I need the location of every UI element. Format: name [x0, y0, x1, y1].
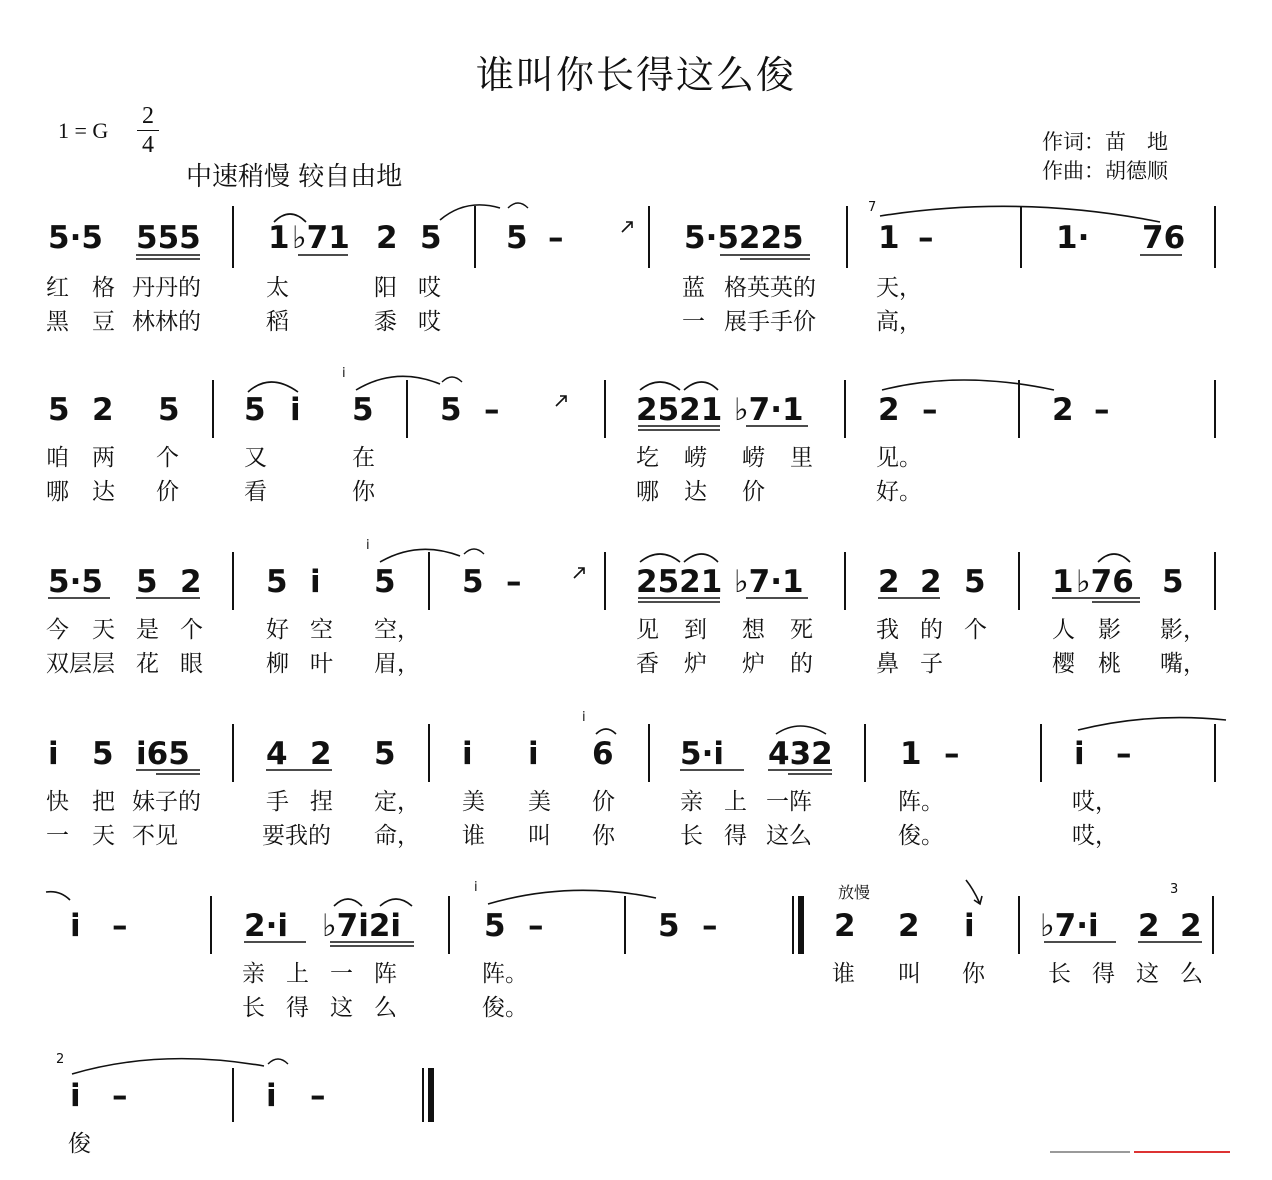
note: 76 [1142, 220, 1186, 256]
lyric: 今 [46, 617, 69, 643]
lyric: 捏 [310, 789, 333, 815]
note: i [70, 1078, 81, 1114]
lyric: 好。 [876, 479, 922, 505]
lyric: 樱 [1052, 651, 1075, 677]
lyric: 天 [92, 823, 115, 849]
lyric: 见。 [876, 445, 922, 471]
lyric: 哎 [418, 275, 441, 301]
dash: – [922, 392, 938, 428]
lyric: 我 [876, 617, 899, 643]
note: 5·i [680, 736, 724, 772]
lyric: 亲 [680, 789, 703, 815]
grace-note: 2 [56, 1052, 65, 1067]
lyric: 空， [374, 617, 420, 643]
lyric: 黍 [374, 309, 397, 335]
lyric: 两 [92, 445, 115, 471]
lyric: 炉 [742, 651, 765, 677]
note: 5 [964, 564, 986, 600]
lyric: 一 [330, 961, 353, 987]
note: 6 [592, 736, 614, 772]
note: 1 [878, 220, 900, 256]
lyric: 你 [962, 961, 985, 987]
note: 2 [878, 564, 900, 600]
lyric: 豆 [92, 309, 115, 335]
dash: – [1094, 392, 1110, 428]
note: 5 [440, 392, 462, 428]
note: i [70, 908, 81, 944]
note: ♭7i2i [322, 908, 402, 944]
lyric: 长 [680, 823, 703, 849]
note: 4 [266, 736, 288, 772]
note: 5 [1162, 564, 1184, 600]
time-signature-bottom: 4 [142, 132, 154, 158]
lyric: 这 [1136, 961, 1159, 987]
lyric: 高， [876, 309, 922, 335]
grace-note: i [582, 710, 586, 725]
lyric: 天 [92, 617, 115, 643]
lyric: 林林的 [132, 309, 201, 335]
lyric: 哪 [636, 479, 659, 505]
lyric: 咱 [46, 445, 69, 471]
note: 2 [920, 564, 942, 600]
note: 5·5 [48, 564, 103, 600]
note: 5 [48, 392, 70, 428]
lyric: 阵。 [482, 961, 528, 987]
lyric: 到 [684, 617, 707, 643]
lyric: 影 [1098, 617, 1121, 643]
lyric: 个 [156, 445, 179, 471]
grace-note: 7 [868, 200, 877, 215]
lyric: 丹丹的 [132, 275, 201, 301]
grace-note: i [474, 880, 478, 895]
lyric: 香 [636, 651, 659, 677]
lyric: 长 [242, 995, 265, 1021]
note: 5 [658, 908, 680, 944]
note: 5 [136, 564, 158, 600]
lyric: 格英英的 [724, 275, 816, 301]
note: 2 [898, 908, 920, 944]
lyric: 稻 [266, 309, 289, 335]
note: 2521 [636, 392, 723, 428]
note: i [1074, 736, 1085, 772]
note: 555 [136, 220, 201, 256]
dash: – [1116, 736, 1132, 772]
lyric: 里 [790, 445, 813, 471]
lyric: 又 [244, 445, 267, 471]
note: 2 [376, 220, 398, 256]
time-signature-top: 2 [142, 103, 154, 129]
note: 5 [462, 564, 484, 600]
lyric: 手 [266, 789, 289, 815]
lyric: 眉， [374, 651, 420, 677]
dash: – [702, 908, 718, 944]
note: 432 [768, 736, 833, 772]
note: i [964, 908, 975, 944]
dash: – [918, 220, 934, 256]
lyric: 谁 [462, 823, 485, 849]
note: 5 [374, 564, 396, 600]
lyric: 美 [462, 789, 485, 815]
lyric: 价 [592, 789, 615, 815]
grace-note: i [342, 366, 346, 381]
lyric: 死 [790, 617, 813, 643]
note: ♭76 [1076, 564, 1134, 600]
lyric: 亲 [242, 961, 265, 987]
lyric: 你 [592, 823, 615, 849]
lyric: 俊。 [482, 995, 528, 1021]
note: 2 [834, 908, 856, 944]
lyric: 影， [1160, 617, 1206, 643]
note: i [310, 564, 321, 600]
note: i [528, 736, 539, 772]
note: 2 [1052, 392, 1074, 428]
lyric: 崂 [742, 445, 765, 471]
note: i [462, 736, 473, 772]
lyric: 叫 [528, 823, 551, 849]
lyric: 价 [742, 479, 765, 505]
watermark-line [1050, 1149, 1230, 1155]
lyric: 哎， [1072, 823, 1118, 849]
note: ♭71 [292, 220, 350, 256]
lyric: 达 [684, 479, 707, 505]
song-title: 谁叫你长得这么俊 [475, 53, 796, 97]
lyric: 个 [180, 617, 203, 643]
note: 1 [268, 220, 290, 256]
note: 5 [92, 736, 114, 772]
lyric: 好 [266, 617, 289, 643]
lyric: 格 [92, 275, 115, 301]
note: 2 [1138, 908, 1160, 944]
note: 5 [266, 564, 288, 600]
lyric: 的 [790, 651, 813, 677]
key-signature: 1 = G [58, 118, 109, 143]
lyric: 见 [636, 617, 659, 643]
note: 5 [352, 392, 374, 428]
dash: – [484, 392, 500, 428]
lyric: 炉 [684, 651, 707, 677]
lyric: 得 [1092, 961, 1115, 987]
note: 5 [244, 392, 266, 428]
lyric: 嘴， [1160, 651, 1206, 677]
lyric: 看 [244, 479, 267, 505]
note: 5 [506, 220, 528, 256]
lyric: 哎， [1072, 789, 1118, 815]
lyric: 圪 [636, 445, 659, 471]
lyric: 在 [352, 445, 375, 471]
note: ♭7·1 [734, 564, 804, 600]
lyric: 不见 [132, 823, 178, 849]
note: 2 [878, 392, 900, 428]
lyric: 命， [374, 823, 420, 849]
lyric: 桃 [1098, 651, 1121, 677]
lyric: 柳 [266, 651, 289, 677]
lyric: 上 [286, 961, 309, 987]
composer-credit: 作曲：胡德顺 [1042, 159, 1168, 183]
lyric: 俊 [68, 1131, 91, 1157]
lyric: 价 [156, 479, 179, 505]
lyric: 空 [310, 617, 333, 643]
lyric: 达 [92, 479, 115, 505]
dash: – [548, 220, 564, 256]
lyric: 美 [528, 789, 551, 815]
lyric: 长 [1048, 961, 1071, 987]
note: i [48, 736, 59, 772]
lyric: 把 [92, 789, 115, 815]
note: 5 [484, 908, 506, 944]
lyric: 俊。 [898, 823, 944, 849]
lyric: 想 [742, 617, 765, 643]
lyric: 太 [266, 275, 289, 301]
note: 2 [1180, 908, 1202, 944]
lyric: 阳 [374, 275, 397, 301]
grace-note: i [366, 538, 370, 553]
lyric: 叫 [898, 961, 921, 987]
lyricist-credit: 作词：苗 地 [1042, 130, 1168, 154]
grace-note: 3 [1170, 882, 1179, 897]
lyric: 要我的 [262, 823, 331, 849]
lyric: 鼻 [876, 651, 899, 677]
lyric: 是 [136, 617, 159, 643]
lyric: 天， [876, 275, 922, 301]
lyric: 这 [330, 995, 353, 1021]
dash: – [944, 736, 960, 772]
tempo-slow-mark: 放慢 [838, 883, 871, 902]
lyric: 上 [724, 789, 747, 815]
note: 2·i [244, 908, 288, 944]
lyric: 定， [374, 789, 420, 815]
lyric: 蓝 [682, 275, 705, 301]
note: i [290, 392, 301, 428]
lyric: 红 [46, 275, 69, 301]
note: 5 [420, 220, 442, 256]
lyric: 么 [1180, 961, 1203, 987]
dash: – [112, 1078, 128, 1114]
lyric: 黑 [46, 309, 69, 335]
note: 5·5 [48, 220, 103, 256]
lyric: 哪 [46, 479, 69, 505]
note: 5 [374, 736, 396, 772]
tempo-marking: 中速稍慢 较自由地 [186, 162, 403, 192]
watermark-strip [1050, 1140, 1230, 1146]
note: ♭7·1 [734, 392, 804, 428]
note: 1 [1052, 564, 1074, 600]
lyric: 你 [352, 479, 375, 505]
lyric: 快 [46, 789, 69, 815]
lyric: 哎 [418, 309, 441, 335]
note: 5 [158, 392, 180, 428]
lyric: 一 [682, 309, 705, 335]
lyric: 阵 [374, 961, 397, 987]
note: 2521 [636, 564, 723, 600]
lyric: 么 [374, 995, 397, 1021]
lyric: 一阵 [766, 789, 812, 815]
note: 5·5225 [684, 220, 804, 256]
lyric: 人 [1052, 617, 1075, 643]
note: i [266, 1078, 277, 1114]
note: 2 [310, 736, 332, 772]
lyric: 得 [724, 823, 747, 849]
lyric: 一 [46, 823, 69, 849]
lyric: 双层层 [46, 651, 115, 677]
lyric: 眼 [180, 651, 203, 677]
note: 1· [1056, 220, 1090, 256]
lyric: 阵。 [898, 789, 944, 815]
dash: – [506, 564, 522, 600]
lyric: 花 [136, 651, 159, 677]
dash: – [112, 908, 128, 944]
note: 2 [92, 392, 114, 428]
note: 2 [180, 564, 202, 600]
lyric: 得 [286, 995, 309, 1021]
note: 1 [900, 736, 922, 772]
lyric: 个 [964, 617, 987, 643]
lyric: 叶 [310, 651, 333, 677]
dash: – [528, 908, 544, 944]
note: ♭7·i [1040, 908, 1099, 944]
lyric: 的 [920, 617, 943, 643]
lyric: 崂 [684, 445, 707, 471]
lyric: 妹子的 [132, 789, 201, 815]
dash: – [310, 1078, 326, 1114]
note: i65 [136, 736, 190, 772]
lyric: 谁 [832, 961, 855, 987]
lyric: 子 [920, 651, 943, 677]
lyric: 展手手价 [724, 309, 816, 335]
lyric: 这么 [766, 823, 812, 849]
